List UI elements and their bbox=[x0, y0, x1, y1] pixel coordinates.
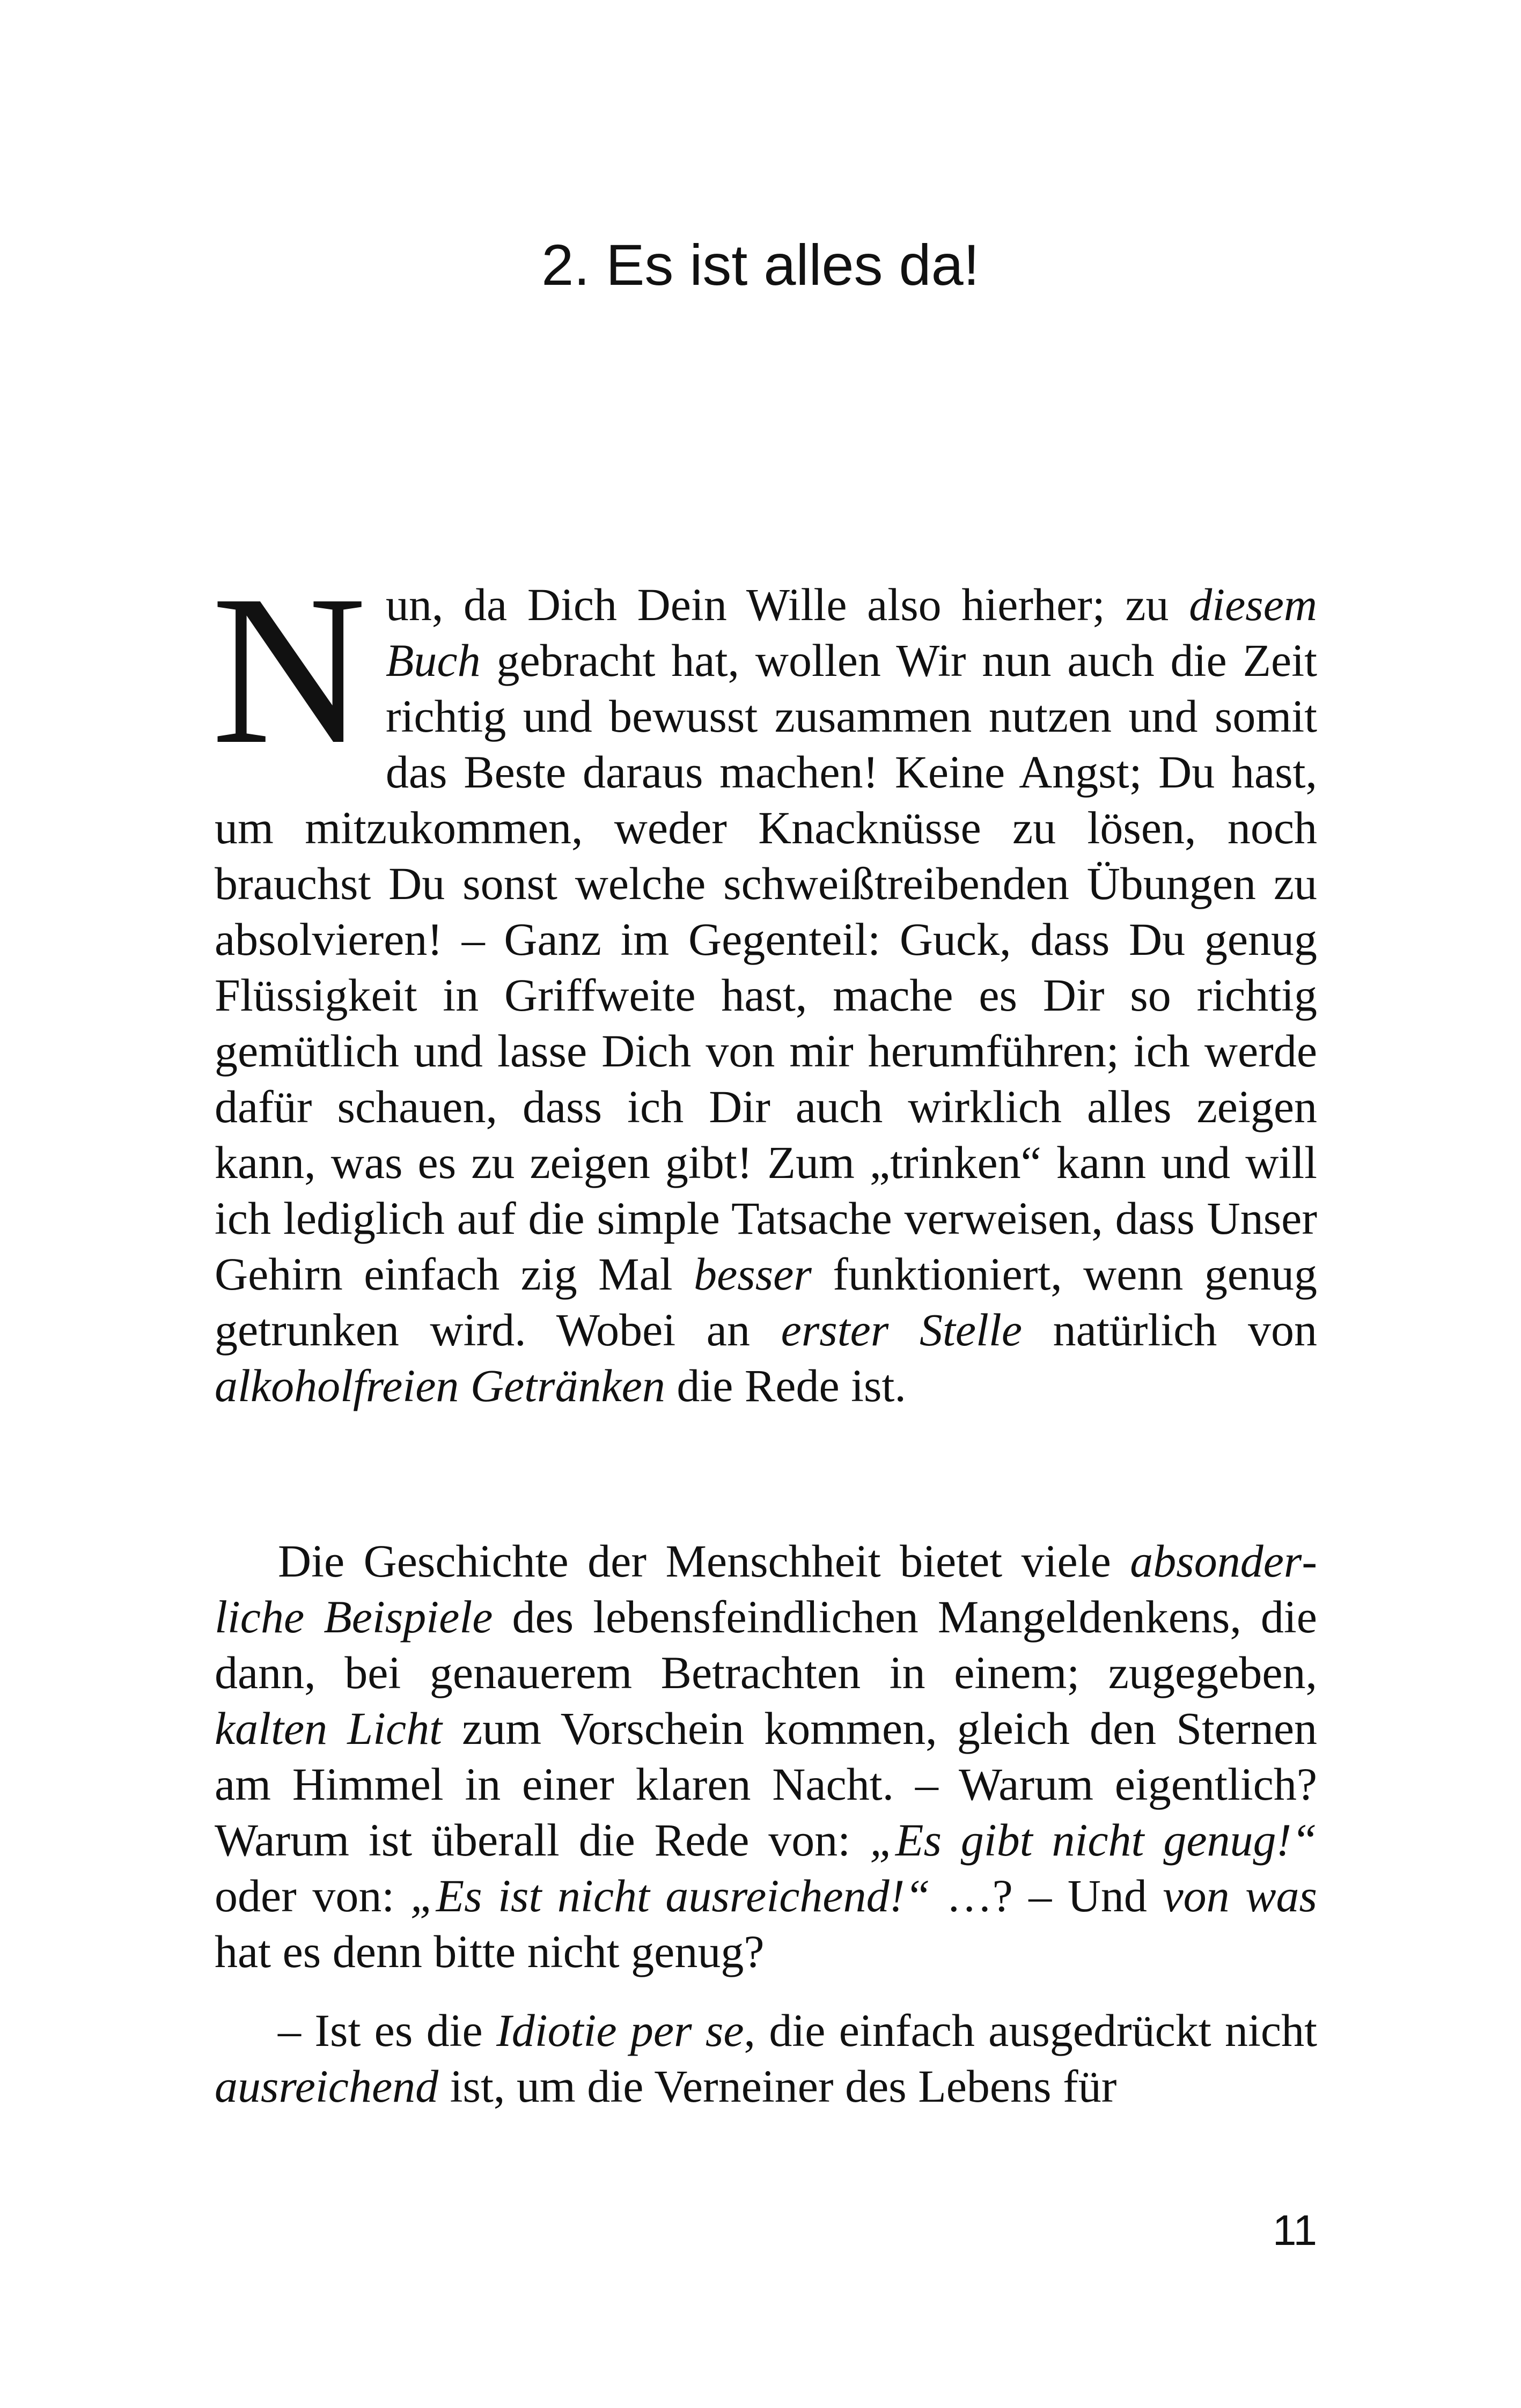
paragraph-2-text-2: des lebensfeindlichen Mangeldenkens, die dann, bei genauerem Betrachten in einem; zugegeben, bbox=[215, 1591, 1317, 1698]
paragraph-1-text-2: gebracht hat, wollen Wir nun auch die Zeit richtig und bewusst zusammen nutzen und somit das Beste daraus machen! Keine Angst; Du hast, um mitzukommen, weder Knacknüsse zu lösen, noch brauchst Du sonst welche schweißtreibenden Übungen zu absolvieren! – Ganz im Gegenteil: Guck, dass Du genug Flüssigkeit in Griffweite hast, mache es Dir so richtig gemütlich und lasse Dich von mir herumführen; ich werde dafür schauen, dass ich Dir auch wirklich alles zeigen kann, was es zu zeigen gibt! Zum „trinken“ kann und will ich lediglich auf die simple Tatsache verweisen, dass Unser Gehirn einfach zig Mal bbox=[215, 635, 1317, 1300]
paragraph-3-text-1: – Ist es die bbox=[278, 2005, 497, 2056]
paragraph-3-text-3: ist, um die Verneiner des Lebens für bbox=[438, 2060, 1117, 2112]
paragraph-1-emphasis-2: besser bbox=[694, 1248, 812, 1300]
paragraph-2-emphasis-3: „Es gibt nicht genug!“ bbox=[870, 1814, 1317, 1866]
paragraph-2-text-1: Die Geschichte der Menschheit bietet viele bbox=[278, 1535, 1130, 1587]
paragraph-2-emphasis-4: „Es ist nicht ausreichend!“ bbox=[410, 1870, 931, 1921]
paragraph-3-emphasis-1: Idiotie per se bbox=[496, 2005, 744, 2056]
paragraph-3 bbox=[215, 2002, 1317, 2114]
page-number: 11 bbox=[1272, 2206, 1317, 2254]
paragraph-2-text-4: oder von: bbox=[215, 1870, 410, 1921]
paragraph-3-text-2: , die einfach ausgedrückt nicht bbox=[744, 2005, 1317, 2056]
paragraph-1-text-4: natürlich von bbox=[1022, 1304, 1317, 1356]
paragraph-3-emphasis-2: ausreichend bbox=[215, 2060, 439, 2112]
paragraph-2-text-6: hat es denn bitte nicht genug? bbox=[215, 1926, 765, 1977]
chapter-title: 2. Es ist alles da! bbox=[541, 232, 980, 297]
paragraph-1 bbox=[211, 551, 1317, 1413]
paragraph-2-emphasis-5: von was bbox=[1163, 1870, 1318, 1921]
paragraph-1-emphasis-4: alkoholfreien Getränken bbox=[215, 1360, 665, 1411]
paragraph-1-emphasis-3: erster Stelle bbox=[781, 1304, 1022, 1356]
paragraph-2-text-5: …? – Und bbox=[930, 1870, 1163, 1921]
paragraph-1-text-1: un, da Dich Dein Wille also hierher; zu bbox=[385, 579, 1189, 630]
paragraph-2 bbox=[215, 1533, 1317, 1979]
paragraph-1-text-5: die Rede ist. bbox=[665, 1360, 906, 1411]
drop-cap: N bbox=[211, 551, 366, 789]
paragraph-2-emphasis-1: absonderliche Beispiele bbox=[215, 1535, 1317, 1643]
paragraph-1-text-3: funktioniert, wenn genug getrunken wird. Wobei an bbox=[215, 1248, 1317, 1356]
paragraph-2-emphasis-2: kalten Licht bbox=[215, 1703, 443, 1754]
paragraph-1-emphasis-1: diesem Buch bbox=[385, 579, 1317, 686]
paragraph-2-text-3: zum Vorschein kommen, gleich den Sternen am Himmel in einer klaren Nacht. – Warum eigentlich? Warum ist überall die Rede von: bbox=[215, 1703, 1317, 1866]
